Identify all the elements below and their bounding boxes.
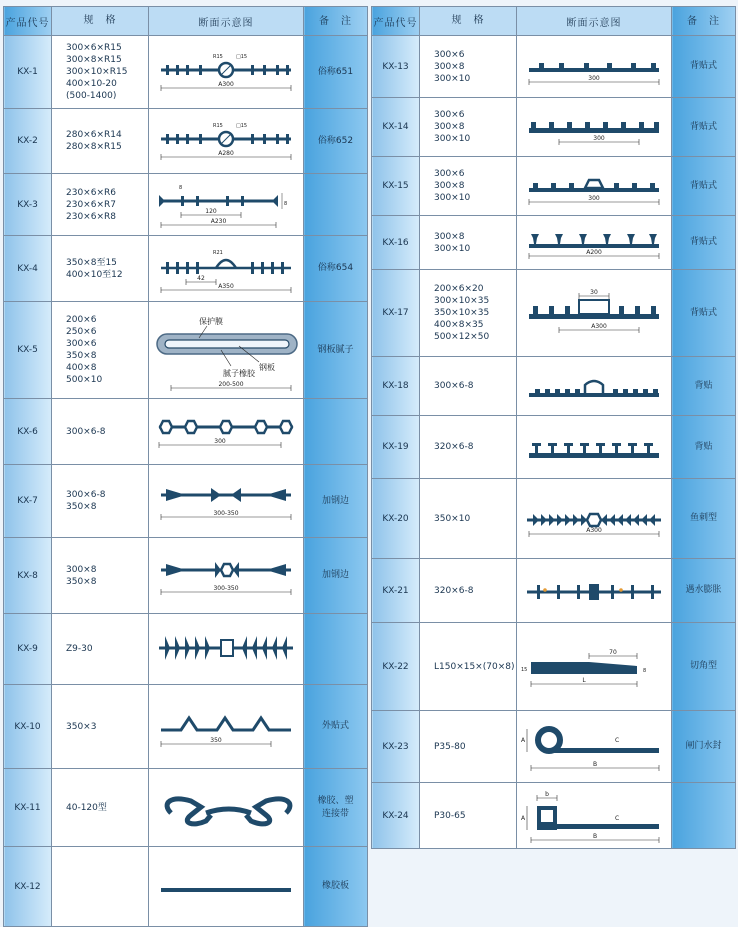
dimension-label: □15 bbox=[236, 123, 248, 129]
product-note: 加钢边 bbox=[304, 538, 368, 614]
section-diagram-wedge bbox=[517, 642, 671, 692]
dimension-label: 15 bbox=[521, 666, 528, 673]
product-row bbox=[372, 157, 736, 216]
product-row bbox=[4, 614, 368, 685]
product-row bbox=[4, 465, 368, 538]
section-figure bbox=[149, 538, 304, 614]
dimension-label: A300 bbox=[586, 526, 602, 534]
dimension-label: 120 bbox=[205, 207, 217, 215]
dimension-label: 300 bbox=[588, 195, 600, 202]
dimension-label: b bbox=[545, 790, 549, 798]
product-note: 闸门水封 bbox=[672, 711, 736, 783]
product-spec: 300×6 300×8 300×10 bbox=[420, 157, 517, 216]
product-spec: 200×6×20 300×10×35 350×10×35 400×8×35 500×12×50 bbox=[420, 270, 517, 357]
product-spec: 40-120型 bbox=[52, 769, 149, 847]
dimension-label: B bbox=[592, 832, 598, 840]
product-note: 遇水膨胀 bbox=[672, 559, 736, 623]
product-note bbox=[672, 783, 736, 849]
product-note: 背贴 bbox=[672, 416, 736, 479]
dimension-label: 8 bbox=[284, 200, 288, 207]
dimension-label: A300 bbox=[218, 81, 234, 88]
header-code: 产品代号 bbox=[4, 7, 52, 36]
product-code: KX-4 bbox=[4, 236, 52, 302]
product-note: 鱼刺型 bbox=[672, 479, 736, 559]
header-note: 备 注 bbox=[672, 7, 736, 36]
product-spec: P35-80 bbox=[420, 711, 517, 783]
product-spec: 300×6×R15 300×8×R15 300×10×R15 400×10-20 (500-1400) bbox=[52, 36, 149, 109]
product-row bbox=[4, 769, 368, 847]
product-code: KX-5 bbox=[4, 302, 52, 399]
left-header-row bbox=[4, 7, 368, 36]
section-diagram-z930 bbox=[149, 626, 303, 672]
product-note bbox=[304, 174, 368, 236]
product-row bbox=[4, 538, 368, 614]
product-code: KX-6 bbox=[4, 399, 52, 465]
section-diagram-steeledge2 bbox=[149, 548, 303, 604]
product-spec: 280×6×R14 280×8×R15 bbox=[52, 109, 149, 174]
product-row bbox=[372, 36, 736, 98]
header-note: 备 注 bbox=[304, 7, 368, 36]
dimension-label: A230 bbox=[210, 217, 227, 225]
dimension-label: □15 bbox=[236, 54, 248, 60]
product-code: KX-23 bbox=[372, 711, 420, 783]
product-row bbox=[372, 711, 736, 783]
section-figure bbox=[517, 36, 672, 98]
product-row bbox=[4, 36, 368, 109]
section-figure bbox=[149, 465, 304, 538]
section-diagram-t654 bbox=[149, 240, 303, 298]
product-spec: L150×15×(70×8) bbox=[420, 623, 517, 711]
product-code: KX-8 bbox=[4, 538, 52, 614]
left-table-body bbox=[4, 36, 368, 927]
section-diagram-p1 bbox=[517, 718, 671, 776]
product-code: KX-7 bbox=[4, 465, 52, 538]
dimension-label: B bbox=[592, 760, 598, 768]
dimension-label: C bbox=[615, 814, 620, 822]
product-note: 切角型 bbox=[672, 623, 736, 711]
section-figure bbox=[517, 416, 672, 479]
section-diagram-p2 bbox=[517, 786, 671, 846]
product-code: KX-20 bbox=[372, 479, 420, 559]
header-spec: 规 格 bbox=[52, 7, 149, 36]
section-diagram-hex bbox=[149, 407, 303, 457]
product-spec: 320×6-8 bbox=[420, 416, 517, 479]
section-figure bbox=[517, 270, 672, 357]
product-note: 俗称651 bbox=[304, 36, 368, 109]
header-figure: 断面示意图 bbox=[149, 7, 304, 36]
section-diagram-swell bbox=[517, 568, 671, 614]
product-spec: Z9-30 bbox=[52, 614, 149, 685]
product-row bbox=[4, 236, 368, 302]
product-note: 橡胶、塑 连接带 bbox=[304, 769, 368, 847]
product-spec: 200×6 250×6 300×6 350×8 400×8 500×10 bbox=[52, 302, 149, 399]
product-row bbox=[372, 559, 736, 623]
product-row bbox=[372, 783, 736, 849]
dimension-label: A280 bbox=[218, 150, 234, 157]
product-row bbox=[4, 399, 368, 465]
product-spec: 300×6-8 bbox=[52, 399, 149, 465]
product-spec: 300×8 300×10 bbox=[420, 216, 517, 270]
section-figure bbox=[149, 36, 304, 109]
section-figure bbox=[149, 236, 304, 302]
section-diagram-bt1 bbox=[517, 44, 671, 90]
dimension-label: 70 bbox=[609, 648, 617, 656]
product-spec bbox=[52, 847, 149, 927]
product-code: KX-19 bbox=[372, 416, 420, 479]
dimension-label: 30 bbox=[590, 289, 598, 296]
product-row bbox=[372, 270, 736, 357]
product-spec: 300×6-8 350×8 bbox=[52, 465, 149, 538]
product-row bbox=[4, 847, 368, 927]
section-figure bbox=[149, 109, 304, 174]
product-row bbox=[372, 357, 736, 416]
section-figure bbox=[149, 174, 304, 236]
dimension-label: 42 bbox=[197, 274, 205, 282]
header-spec: 规 格 bbox=[420, 7, 517, 36]
product-code: KX-24 bbox=[372, 783, 420, 849]
product-code: KX-22 bbox=[372, 623, 420, 711]
section-diagram-bt3 bbox=[517, 162, 671, 210]
product-note: 俗称654 bbox=[304, 236, 368, 302]
dimension-label: 腻子橡胶 bbox=[223, 369, 255, 378]
section-diagram-bt7 bbox=[517, 425, 671, 469]
dimension-label: R21 bbox=[213, 249, 223, 256]
section-diagram-t652 bbox=[149, 113, 303, 169]
section-diagram-bt2 bbox=[517, 104, 671, 150]
product-note: 外贴式 bbox=[304, 685, 368, 769]
header-figure: 断面示意图 bbox=[517, 7, 672, 36]
section-figure bbox=[149, 614, 304, 685]
dimension-label: 300 bbox=[214, 437, 226, 445]
product-spec: 300×6 300×8 300×10 bbox=[420, 98, 517, 157]
left-product-table bbox=[3, 6, 368, 927]
section-diagram-plate bbox=[149, 862, 303, 912]
dimension-label: 8 bbox=[179, 184, 183, 191]
section-figure bbox=[517, 711, 672, 783]
product-code: KX-9 bbox=[4, 614, 52, 685]
product-code: KX-2 bbox=[4, 109, 52, 174]
product-note: 俗称652 bbox=[304, 109, 368, 174]
product-row bbox=[372, 479, 736, 559]
dimension-label: A bbox=[521, 736, 526, 744]
section-figure bbox=[517, 157, 672, 216]
product-code: KX-17 bbox=[372, 270, 420, 357]
product-note: 钢板腻子 bbox=[304, 302, 368, 399]
product-row bbox=[372, 416, 736, 479]
product-spec: 350×3 bbox=[52, 685, 149, 769]
product-spec: P30-65 bbox=[420, 783, 517, 849]
dimension-label: R15 bbox=[213, 54, 223, 60]
dimension-label: C bbox=[615, 736, 620, 744]
product-code: KX-12 bbox=[4, 847, 52, 927]
dimension-label: A bbox=[521, 814, 526, 822]
section-diagram-steel bbox=[149, 304, 303, 396]
dimension-label: 300 bbox=[588, 74, 600, 82]
product-spec: 350×10 bbox=[420, 479, 517, 559]
dimension-label: R15 bbox=[213, 123, 223, 129]
product-row bbox=[4, 685, 368, 769]
header-code: 产品代号 bbox=[372, 7, 420, 36]
product-spec: 300×8 350×8 bbox=[52, 538, 149, 614]
product-spec: 350×8至15 400×10至12 bbox=[52, 236, 149, 302]
product-code: KX-13 bbox=[372, 36, 420, 98]
product-code: KX-21 bbox=[372, 559, 420, 623]
product-code: KX-16 bbox=[372, 216, 420, 270]
section-figure bbox=[517, 98, 672, 157]
section-figure bbox=[517, 479, 672, 559]
dimension-label: L bbox=[582, 676, 586, 684]
section-figure bbox=[517, 559, 672, 623]
product-spec: 300×6-8 bbox=[420, 357, 517, 416]
product-code: KX-11 bbox=[4, 769, 52, 847]
section-figure bbox=[149, 847, 304, 927]
section-diagram-bt5 bbox=[517, 284, 671, 342]
product-code: KX-14 bbox=[372, 98, 420, 157]
dimension-label: 8 bbox=[643, 667, 647, 674]
dimension-label: 300-350 bbox=[213, 584, 239, 592]
section-diagram-bt6 bbox=[517, 365, 671, 407]
product-spec: 230×6×R6 230×6×R7 230×6×R8 bbox=[52, 174, 149, 236]
section-figure bbox=[149, 302, 304, 399]
product-code: KX-3 bbox=[4, 174, 52, 236]
section-diagram-steeledge bbox=[149, 473, 303, 529]
section-diagram-fish bbox=[517, 494, 671, 544]
dimension-label: 350 bbox=[210, 736, 222, 744]
product-row bbox=[372, 216, 736, 270]
section-figure bbox=[517, 783, 672, 849]
section-diagram-t651 bbox=[149, 44, 303, 100]
section-figure bbox=[517, 357, 672, 416]
product-note bbox=[304, 399, 368, 465]
product-spec: 300×6 300×8 300×10 bbox=[420, 36, 517, 98]
product-note: 背贴式 bbox=[672, 216, 736, 270]
section-figure bbox=[149, 769, 304, 847]
dimension-label: 300 bbox=[593, 135, 605, 142]
dimension-label: A300 bbox=[591, 323, 607, 330]
product-row bbox=[4, 302, 368, 399]
dimension-label: A200 bbox=[586, 248, 602, 256]
product-note bbox=[304, 614, 368, 685]
section-diagram-zigzag bbox=[149, 700, 303, 754]
dimension-label: 钢板 bbox=[259, 363, 275, 372]
product-note: 背贴式 bbox=[672, 98, 736, 157]
product-row bbox=[372, 98, 736, 157]
product-row bbox=[4, 174, 368, 236]
product-code: KX-15 bbox=[372, 157, 420, 216]
right-header-row bbox=[372, 7, 736, 36]
section-diagram-t230 bbox=[149, 177, 303, 233]
product-note: 背贴式 bbox=[672, 157, 736, 216]
right-table-body bbox=[372, 36, 736, 849]
product-spec: 320×6-8 bbox=[420, 559, 517, 623]
section-figure bbox=[149, 685, 304, 769]
section-figure bbox=[517, 623, 672, 711]
dimension-label: 200-500 bbox=[218, 381, 244, 388]
product-note: 橡胶板 bbox=[304, 847, 368, 927]
product-note: 背贴 bbox=[672, 357, 736, 416]
section-figure bbox=[517, 216, 672, 270]
product-note: 背贴式 bbox=[672, 36, 736, 98]
product-note: 加钢边 bbox=[304, 465, 368, 538]
product-note: 背贴式 bbox=[672, 270, 736, 357]
product-code: KX-10 bbox=[4, 685, 52, 769]
product-row bbox=[372, 623, 736, 711]
section-diagram-omega bbox=[149, 783, 303, 833]
section-figure bbox=[149, 399, 304, 465]
dimension-label: 保护膜 bbox=[199, 317, 223, 326]
product-code: KX-1 bbox=[4, 36, 52, 109]
section-diagram-bt4 bbox=[517, 220, 671, 266]
product-row bbox=[4, 109, 368, 174]
product-code: KX-18 bbox=[372, 357, 420, 416]
right-product-table bbox=[371, 6, 736, 849]
dimension-label: A350 bbox=[218, 282, 234, 290]
dimension-label: 300-350 bbox=[213, 510, 239, 517]
